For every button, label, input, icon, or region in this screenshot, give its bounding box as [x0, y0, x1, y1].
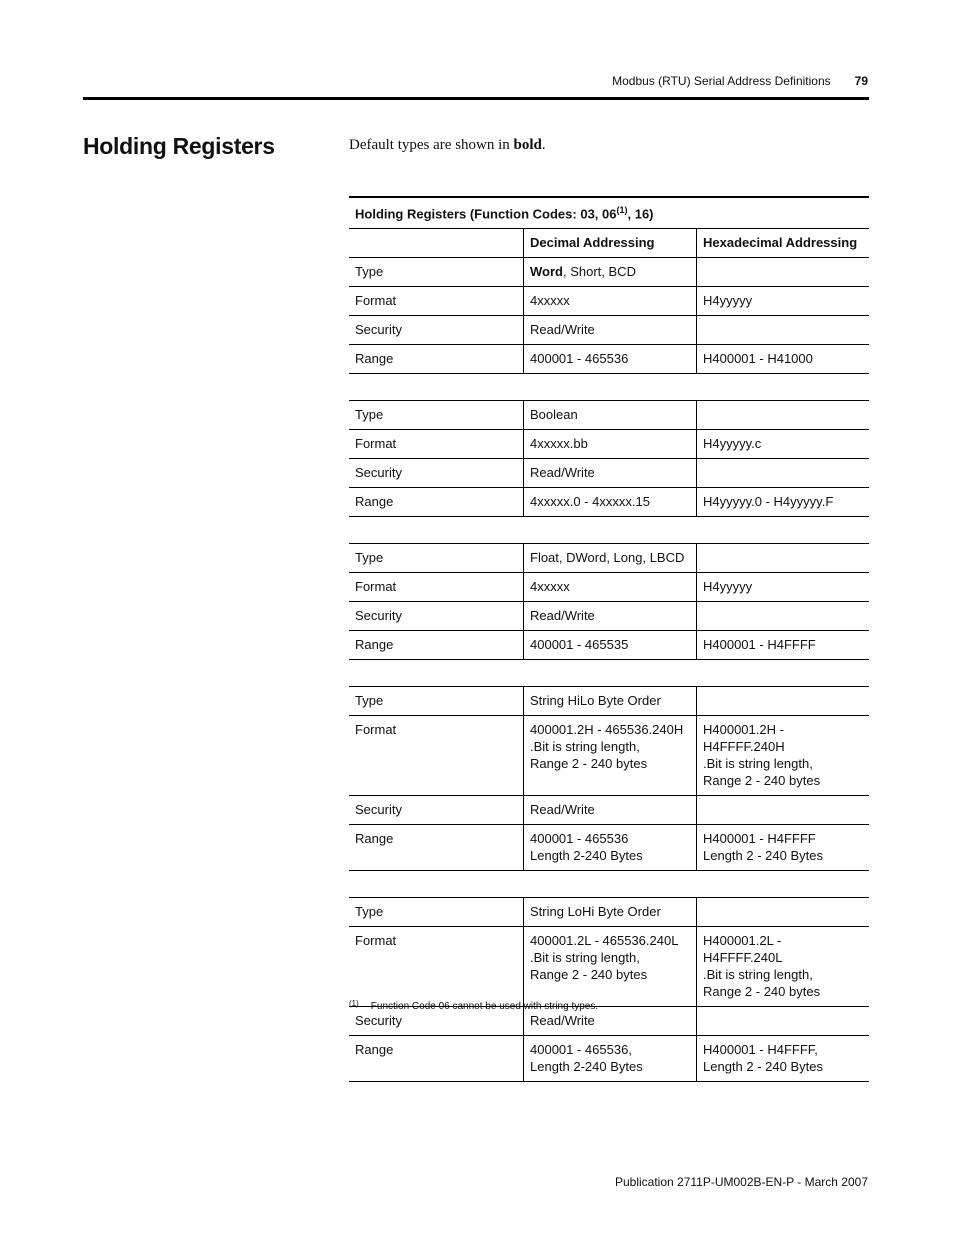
- hex-line: H400001 - H4FFFF,: [703, 1042, 818, 1058]
- decimal-line: 4xxxxx: [530, 579, 570, 595]
- decimal-line: Read/Write: [530, 322, 595, 338]
- table-row: [349, 602, 869, 631]
- row-label: Format: [355, 579, 397, 595]
- row-label: Format: [355, 293, 397, 309]
- hex-cell: [696, 898, 869, 926]
- decimal-line: 4xxxxx.bb: [530, 436, 588, 452]
- hex-cell: [696, 927, 869, 1006]
- intro-lead: Default types are shown in: [349, 137, 514, 153]
- other-types: , Short, BCD: [562, 264, 636, 280]
- intro-text: [349, 137, 546, 154]
- row-label: Type: [355, 264, 384, 280]
- row-label: Security: [355, 322, 402, 338]
- decimal-cell: [523, 898, 696, 926]
- row-group: [349, 543, 869, 660]
- hex-line: H4yyyyy: [703, 579, 753, 595]
- hex-line: H400001 - H4FFFF: [703, 637, 816, 653]
- default-type: Word: [530, 264, 563, 280]
- decimal-line: 400001 - 465536,: [530, 1042, 632, 1058]
- table-row: [349, 401, 869, 430]
- decimal-cell: [523, 716, 696, 795]
- section-title: Holding Registers: [83, 133, 275, 159]
- hex-cell: [696, 796, 869, 824]
- publication-footer: Publication 2711P-UM002B-EN-P - March 2007: [614, 1175, 868, 1189]
- row-group: [349, 897, 869, 1082]
- hex-line: Range 2 - 240 bytes: [703, 773, 821, 789]
- caption-end: , 16): [627, 206, 654, 222]
- column-header-row: [349, 229, 869, 258]
- table-row: [349, 687, 869, 716]
- decimal-cell: [523, 316, 696, 344]
- hex-cell: [696, 459, 869, 487]
- table-row: [349, 287, 869, 316]
- table-row: [349, 631, 869, 660]
- decimal-line: Read/Write: [530, 802, 595, 818]
- row-label: Type: [355, 904, 384, 920]
- page-number: 79: [854, 74, 868, 88]
- decimal-line: .Bit is string length,: [530, 739, 640, 755]
- table-row: [349, 716, 869, 796]
- row-label: Range: [355, 351, 394, 367]
- decimal-line: 4xxxxx.0 - 4xxxxx.15: [530, 494, 650, 510]
- table-row: [349, 316, 869, 345]
- decimal-line: String HiLo Byte Order: [530, 693, 661, 709]
- row-group: [349, 686, 869, 871]
- table-row: [349, 459, 869, 488]
- row-label: Range: [355, 494, 394, 510]
- decimal-line: String LoHi Byte Order: [530, 904, 661, 920]
- table-row: [349, 825, 869, 871]
- hex-cell: [696, 1036, 869, 1081]
- row-label: Range: [355, 831, 394, 847]
- decimal-cell: [523, 544, 696, 572]
- table-row: [349, 258, 869, 287]
- table-row: [349, 488, 869, 517]
- hex-line: .Bit is string length,: [703, 967, 813, 983]
- table-caption: [349, 196, 869, 229]
- decimal-cell: [523, 825, 696, 870]
- decimal-cell: [523, 687, 696, 715]
- hex-line: Range 2 - 240 bytes: [703, 984, 821, 1000]
- decimal-line: Read/Write: [530, 465, 595, 481]
- decimal-cell: [523, 927, 696, 1006]
- running-title: Modbus (RTU) Serial Address Definitions: [612, 74, 831, 88]
- holding-registers-table: [349, 196, 869, 1082]
- column-header-decimal: Decimal Addressing: [523, 229, 696, 257]
- caption-main: Holding Registers (Function Codes: 03, 06: [355, 206, 617, 222]
- decimal-cell: [523, 796, 696, 824]
- hex-line: H400001.2H - H4FFFF.240H: [703, 722, 785, 755]
- decimal-cell: [523, 401, 696, 429]
- decimal-line: Boolean: [530, 407, 578, 423]
- hex-line: H400001 - H4FFFF: [703, 831, 816, 847]
- header-rule: [83, 97, 869, 100]
- decimal-cell: [523, 459, 696, 487]
- hex-line: H400001.2L - H4FFFF.240L: [703, 933, 783, 966]
- table-row: [349, 796, 869, 825]
- decimal-cell: [523, 488, 696, 516]
- column-header-blank: [349, 229, 523, 257]
- decimal-cell: [523, 430, 696, 458]
- decimal-cell: [523, 602, 696, 630]
- hex-line: Length 2 - 240 Bytes: [703, 848, 823, 864]
- hex-cell: [696, 631, 869, 659]
- hex-cell: [696, 287, 869, 315]
- footnote-text: Function Code 06 cannot be used with string types.: [370, 1001, 599, 1012]
- decimal-line: Range 2 - 240 bytes: [530, 756, 648, 772]
- decimal-line: 400001.2L - 465536.240L: [530, 933, 679, 949]
- row-label: Security: [355, 802, 402, 818]
- row-label: Security: [355, 1013, 402, 1029]
- table-row: [349, 430, 869, 459]
- decimal-line: Read/Write: [530, 1013, 595, 1029]
- hex-line: H4yyyyy: [703, 293, 753, 309]
- decimal-line: 400001 - 465536: [530, 831, 629, 847]
- caption-footnote-ref: (1): [616, 205, 628, 215]
- decimal-cell: [523, 1036, 696, 1081]
- table-row: [349, 898, 869, 927]
- row-label: Security: [355, 608, 402, 624]
- hex-cell: [696, 544, 869, 572]
- intro-end: .: [541, 137, 546, 153]
- hex-line: H4yyyyy.c: [703, 436, 762, 452]
- decimal-line: 400001 - 465535: [530, 637, 629, 653]
- decimal-line: Length 2-240 Bytes: [530, 1059, 643, 1075]
- decimal-cell: [523, 631, 696, 659]
- intro-bold-word: bold: [513, 137, 542, 153]
- decimal-line: Length 2-240 Bytes: [530, 848, 643, 864]
- hex-cell: [696, 602, 869, 630]
- decimal-line: Range 2 - 240 bytes: [530, 967, 648, 983]
- table-row: [349, 544, 869, 573]
- hex-line: H400001 - H41000: [703, 351, 813, 367]
- row-label: Format: [355, 436, 397, 452]
- decimal-line: .Bit is string length,: [530, 950, 640, 966]
- hex-line: .Bit is string length,: [703, 756, 813, 772]
- decimal-cell: [523, 573, 696, 601]
- row-label: Format: [355, 722, 397, 738]
- hex-cell: [696, 1007, 869, 1035]
- row-label: Security: [355, 465, 402, 481]
- table-row: [349, 927, 869, 1007]
- row-label: Type: [355, 550, 384, 566]
- hex-cell: [696, 573, 869, 601]
- running-head: [612, 74, 868, 88]
- footnote-mark: (1): [349, 999, 359, 1008]
- table-body: [349, 258, 869, 1082]
- decimal-cell: [523, 287, 696, 315]
- hex-cell: [696, 488, 869, 516]
- hex-line: Length 2 - 240 Bytes: [703, 1059, 823, 1075]
- hex-cell: [696, 258, 869, 286]
- hex-cell: [696, 430, 869, 458]
- table-row: [349, 1036, 869, 1082]
- decimal-line: Read/Write: [530, 608, 595, 624]
- row-label: Format: [355, 933, 397, 949]
- hex-cell: [696, 825, 869, 870]
- hex-cell: [696, 401, 869, 429]
- hex-line: H4yyyyy.0 - H4yyyyy.F: [703, 494, 834, 510]
- hex-cell: [696, 316, 869, 344]
- table-row: [349, 345, 869, 374]
- column-header-hex: Hexadecimal Addressing: [696, 229, 869, 257]
- row-label: Type: [355, 407, 384, 423]
- row-group: [349, 258, 869, 374]
- row-label: Range: [355, 1042, 394, 1058]
- hex-cell: [696, 687, 869, 715]
- hex-cell: [696, 716, 869, 795]
- decimal-cell: [523, 345, 696, 373]
- decimal-cell: [523, 258, 696, 286]
- decimal-line: 400001 - 465536: [530, 351, 629, 367]
- hex-cell: [696, 345, 869, 373]
- row-label: Type: [355, 693, 384, 709]
- decimal-line: 4xxxxx: [530, 293, 570, 309]
- footnote: [349, 1001, 598, 1012]
- row-label: Range: [355, 637, 394, 653]
- decimal-line: 400001.2H - 465536.240H: [530, 722, 684, 738]
- decimal-line: Float, DWord, Long, LBCD: [530, 550, 685, 566]
- row-group: [349, 400, 869, 517]
- table-row: [349, 573, 869, 602]
